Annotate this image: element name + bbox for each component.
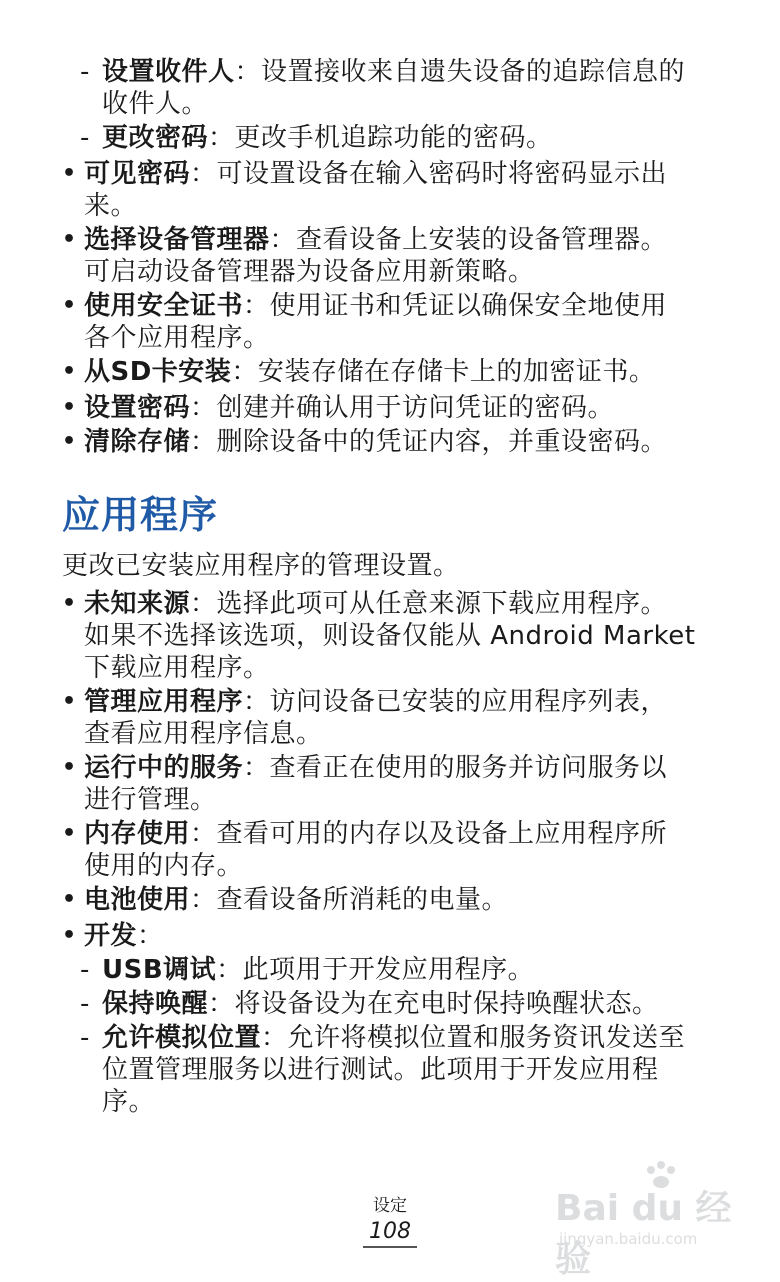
term: 未知来源 xyxy=(84,589,191,619)
sub-item-recipient-cont: 收件人。 xyxy=(102,89,209,119)
list-item-cont: 来。 xyxy=(84,191,138,221)
section-heading: 应用程序 xyxy=(62,493,219,537)
description: ：查看正在使用的服务并访问服务以 xyxy=(243,753,668,783)
page-number-text: 108 xyxy=(363,1218,417,1248)
description: ：允许将模拟位置和服务资讯发送至 xyxy=(261,1023,686,1053)
dash-marker: - xyxy=(80,989,90,1019)
description: ：查看设备所消耗的电量。 xyxy=(190,885,509,915)
term: USB调试 xyxy=(102,955,217,985)
dash-marker: - xyxy=(80,57,90,87)
bullet-marker: • xyxy=(62,591,77,616)
bullet-marker: • xyxy=(62,395,77,420)
list-item-cont: 下载应用程序。 xyxy=(84,653,270,683)
dash-marker: - xyxy=(80,1023,90,1053)
sub-item-recipient xyxy=(102,56,685,88)
term: 使用安全证书 xyxy=(84,291,244,321)
term: 开发 xyxy=(84,921,138,951)
list-item-cont: 查看应用程序信息。 xyxy=(84,719,323,749)
bullet-marker: • xyxy=(62,755,77,780)
bullet-marker: • xyxy=(62,923,77,948)
list-item xyxy=(84,588,667,620)
list-item xyxy=(84,392,614,424)
list-item xyxy=(84,884,508,916)
sub-item-cont: 序。 xyxy=(102,1087,156,1117)
dash-marker: - xyxy=(80,123,90,153)
list-item xyxy=(84,356,655,388)
list-item xyxy=(84,224,667,256)
description: ：设置接收来自遗失设备的追踪信息的 xyxy=(234,57,686,87)
bullet-marker: • xyxy=(62,689,77,714)
bullet-marker: • xyxy=(62,227,77,252)
description: ：安装存储在存储卡上的加密证书。 xyxy=(231,357,656,387)
watermark-brand: Bai du 经验 xyxy=(555,1188,732,1280)
description: ：查看可用的内存以及设备上应用程序所 xyxy=(190,819,668,849)
description: ：选择此项可从任意来源下载应用程序。 xyxy=(190,589,668,619)
sub-item xyxy=(102,1022,685,1054)
sub-item xyxy=(102,988,659,1020)
bullet-marker: • xyxy=(62,429,77,454)
term: 清除存储 xyxy=(84,427,191,457)
bullet-marker: • xyxy=(62,161,77,186)
sub-item-cont: 位置管理服务以进行测试。此项用于开发应用程 xyxy=(102,1055,659,1085)
term: 允许模拟位置 xyxy=(102,1023,262,1053)
footer-section-label: 设定 xyxy=(373,1196,407,1216)
bullet-marker: • xyxy=(62,293,77,318)
description: ：将设备设为在充电时保持唤醒状态。 xyxy=(208,989,659,1019)
list-item xyxy=(84,920,164,952)
bullet-marker: • xyxy=(62,821,77,846)
description: ：使用证书和凭证以确保安全地使用 xyxy=(243,291,668,321)
sub-item xyxy=(102,954,534,986)
description: ：可设置设备在输入密码时将密码显示出 xyxy=(190,159,668,189)
description: ： xyxy=(137,921,164,951)
dash-marker: - xyxy=(80,955,90,985)
term: 设置收件人 xyxy=(102,57,235,87)
term: 从SD卡安装 xyxy=(84,357,232,387)
list-item xyxy=(84,426,667,458)
term: 电池使用 xyxy=(84,885,191,915)
list-item xyxy=(84,818,667,850)
list-item xyxy=(84,290,667,322)
term: 可见密码 xyxy=(84,159,191,189)
sub-item-change-password xyxy=(102,122,553,154)
list-item-cont: 进行管理。 xyxy=(84,785,217,815)
term: 设置密码 xyxy=(84,393,191,423)
term: 内存使用 xyxy=(84,819,191,849)
description: ：创建并确认用于访问凭证的密码。 xyxy=(190,393,615,423)
list-item xyxy=(84,752,667,784)
description: ：查看设备上安装的设备管理器。 xyxy=(269,225,668,255)
term: 保持唤醒 xyxy=(102,989,209,1019)
description: ：更改手机追踪功能的密码。 xyxy=(208,123,553,153)
watermark-url: jingyan.baidu.com xyxy=(559,1230,698,1248)
list-item-cont: 使用的内存。 xyxy=(84,851,244,881)
baidu-watermark xyxy=(555,1160,755,1280)
bullet-marker: • xyxy=(62,887,77,912)
term: 选择设备管理器 xyxy=(84,225,270,255)
term: 管理应用程序 xyxy=(84,687,244,717)
list-item-cont: 各个应用程序。 xyxy=(84,323,270,353)
list-item xyxy=(84,158,667,190)
term: 更改密码 xyxy=(102,123,209,153)
description: ：删除设备中的凭证内容，并重设密码。 xyxy=(190,427,668,457)
list-item xyxy=(84,686,667,718)
description: ：此项用于开发应用程序。 xyxy=(216,955,535,985)
description: ：访问设备已安装的应用程序列表， xyxy=(243,687,668,717)
section-intro: 更改已安装应用程序的管理设置。 xyxy=(62,551,460,581)
list-item-cont: 可启动设备管理器为设备应用新策略。 xyxy=(84,257,535,287)
list-item-cont: 如果不选择该选项，则设备仅能从 Android Market xyxy=(84,621,696,651)
term: 运行中的服务 xyxy=(84,753,244,783)
bullet-marker: • xyxy=(62,359,77,384)
